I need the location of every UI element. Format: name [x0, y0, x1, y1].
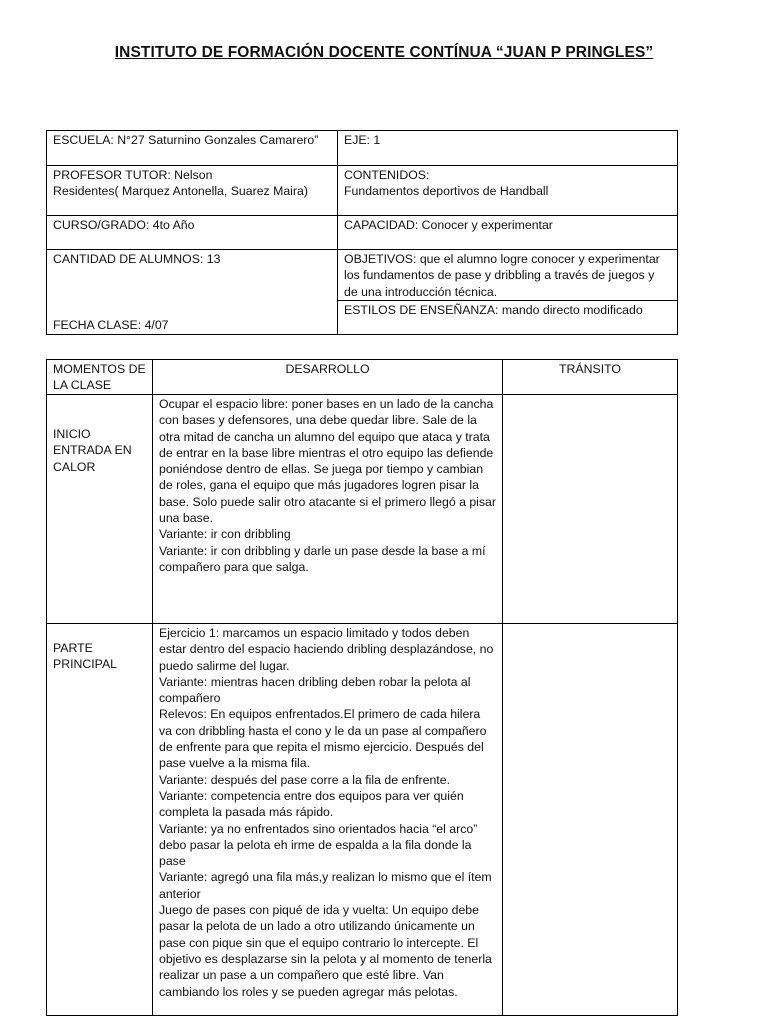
eje-cell: EJE: 1: [338, 131, 678, 166]
transito-principal: [503, 624, 678, 1016]
inicio-activity: Ocupar el espacio libre: poner bases en un lado de la cancha con bases y defensores, una debe quedar libre. Sale de la otra mitad de cancha un alumno del equipo que ataca y trata de entrar en la base libre mientras el otro equipo las defiende poniéndose dentro de ellas. Se juega por tiempo y cambian de roles, gana el equipo que más jugadores logren pisar la base. Solo puede salir otro atacante si el primero llegó a pisar una base.: [159, 397, 496, 526]
curso-cell: CURSO/GRADO: 4to Año: [47, 216, 338, 250]
principal-variante-1: Variante: mientras hacen dribling deben robar la pelota al compañero: [159, 674, 471, 706]
moment-inicio-line3: CALOR: [53, 459, 96, 474]
moment-principal-line1: PARTE: [53, 641, 93, 655]
principal-ejercicio-1: Ejercicio 1: marcamos un espacio limitado y todos deben estar dentro del espacio haciendo dribling desplazándose, no puedo salirme del lugar.: [159, 626, 494, 673]
contenidos-value: Fundamentos deportivos de Handball: [344, 184, 549, 199]
principal-juego-pases: Juego de pases con piqué de ida y vuelta: Un equipo debe pasar la pelota de un lado a otro utilizando únicamente un pase con pique sin que el equipo contrario lo intercepte. El objetivo es desplazarse sin la pelota y al momento de tenerla realizar un pase a un compañero que esté libre. Van cambiando los roles y se pueden agregar más pelotas.: [159, 903, 492, 999]
moment-principal-line2: PRINCIPAL: [53, 657, 118, 672]
moment-principal: [47, 624, 153, 1016]
moment-inicio-line1: INICIO: [53, 427, 91, 441]
header-momentos-line1: MOMENTOS DE: [53, 362, 146, 376]
document-title: INSTITUTO DE FORMACIÓN DOCENTE CONTÍNUA “JUAN P PRINGLES”: [114, 44, 654, 61]
header-desarrollo: DESARROLLO: [153, 360, 503, 395]
profesor-cell: [47, 166, 338, 216]
class-info-table: [46, 130, 678, 335]
header-momentos-line2: LA CLASE: [53, 378, 112, 393]
principal-relevos: Relevos: En equipos enfrentados.El primero de cada hilera va con dribbling hasta el cono y le da un pase al compañero de enfrente para que repita el mismo ejercicio. Después del pase vuelve a la misma fila.: [159, 707, 487, 771]
residentes: Residentes( Marquez Antonella, Suarez Maira): [53, 184, 308, 199]
lesson-plan-table: [46, 359, 678, 1016]
moment-inicio-line2: ENTRADA EN: [53, 443, 132, 458]
capacidad-cell: CAPACIDAD: Conocer y experimentar: [338, 216, 678, 250]
cantidad-fecha-cell: [47, 250, 338, 335]
header-transito: TRÁNSITO: [503, 360, 678, 395]
inicio-variante-2: Variante: ir con dribbling y darle un pase desde la base a mí compañero para que salga.: [159, 543, 486, 574]
contenidos-label: CONTENIDOS:: [344, 168, 430, 182]
moment-inicio: [47, 395, 153, 624]
fecha-clase: FECHA CLASE: 4/07: [53, 317, 169, 332]
estilos-cell: ESTILOS DE ENSEÑANZA: mando directo modificado: [338, 301, 678, 335]
contenidos-cell: [338, 166, 678, 216]
header-momentos: [47, 360, 153, 395]
principal-variante-2: Variante: después del pase corre a la fila de enfrente.: [159, 772, 450, 787]
escuela-cell: ESCUELA: N°27 Saturnino Gonzales Camarero”: [47, 131, 338, 166]
desarrollo-inicio: [153, 395, 503, 624]
profesor-tutor: PROFESOR TUTOR: Nelson: [53, 168, 213, 182]
desarrollo-principal: [153, 624, 503, 1016]
principal-variante-3: Variante: competencia entre dos equipos para ver quién completa la pasada más rápido.: [159, 788, 464, 820]
cantidad-alumnos: CANTIDAD DE ALUMNOS: 13: [53, 252, 221, 266]
principal-variante-4: Variante: ya no enfrentados sino orientados hacia “el arco” debo pasar la pelota eh irme de espalda a la fila donde la pase: [159, 821, 478, 869]
inicio-variante-1: Variante: ir con dribbling: [159, 527, 291, 542]
objetivos-cell: OBJETIVOS: que el alumno logre conocer y experimentar los fundamentos de pase y dribbling a través de juegos y de una introducción técnica.: [338, 250, 678, 301]
transito-inicio: [503, 395, 678, 624]
principal-variante-5: Variante: agregó una fila más,y realizan lo mismo que el ítem anterior: [159, 870, 492, 901]
